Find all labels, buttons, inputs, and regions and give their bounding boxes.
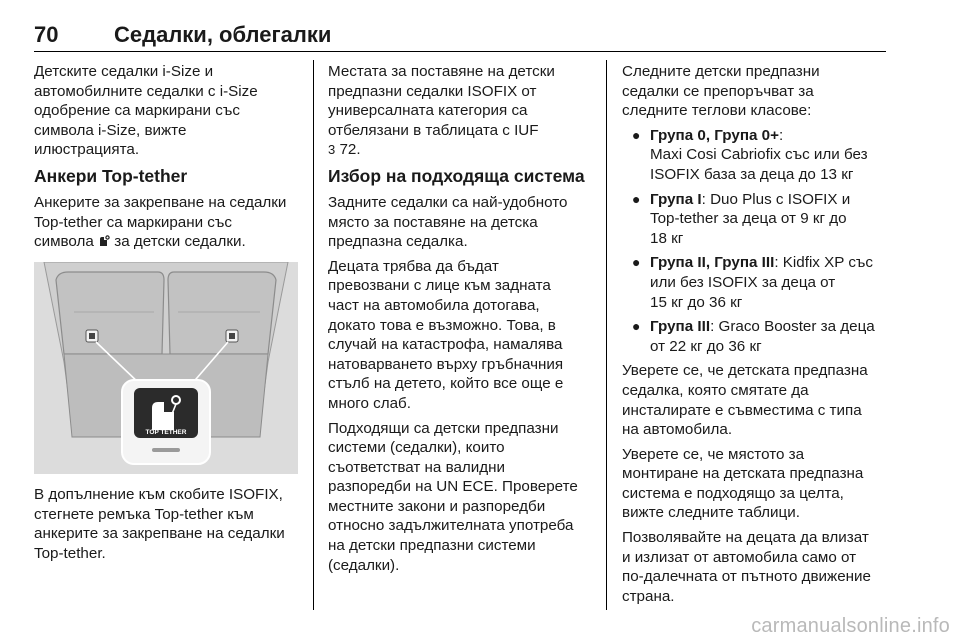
column-divider-2 <box>606 60 607 610</box>
isize-paragraph: Детските седалки i-Size и автомобилните седалки с i-Size одобрение са маркирани със символа i-Size, вижте илюстрацията. <box>34 63 258 159</box>
iuf-text-b: 72. <box>335 141 361 159</box>
column-1-bottom <box>34 485 302 568</box>
column-1 <box>34 62 302 257</box>
trunk-illustration <box>34 262 298 474</box>
bullet-icon: ● <box>632 190 641 207</box>
iuf-text-a: Местата за поставяне на детски предпазни седалки ISOFIX от универсалната категория са отбелязани в таблицата с IUF <box>328 63 555 139</box>
seat-group-list <box>622 126 890 357</box>
isofix-paragraph: В допълнение към скобите ISOFIX, стегнете ремъка Top-tether към анкерите за закрепване на седалки Top-tether. <box>34 486 285 562</box>
bullet-icon: ● <box>632 318 641 335</box>
regulations-paragraph: Подходящи са детски предпазни системи (седалки), които съответстват на валидни разпоредби на UN ECE. Проверете местните закони и разпоредби относно задължителната употреба на детски предпазни системи (седалки). <box>328 419 578 574</box>
exit-side-paragraph: Позволявайте на децата да влизат и излизат от автомобила само от по-далечната от пътното движение страна. <box>622 529 871 605</box>
rear-facing-paragraph: Децата трябва да бъдат превозвани с лице към задната част на автомобила дотогава, докато това е възможно. Това, в случай на катастрофа, намалява натоварването върху гръбначния стълб на детето, който все още е много слаб. <box>328 257 564 412</box>
top-tether-paragraph <box>34 193 302 252</box>
watermark: carmanualsonline.info <box>751 615 950 637</box>
rear-seats-paragraph: Задните седалки са най-удобното място за поставяне на детска предпазна седалка. <box>328 193 568 251</box>
bullet-icon: ● <box>632 254 641 271</box>
top-tether-icon <box>98 235 110 247</box>
mounting-paragraph: Уверете се, че мястото за монтиране на детската предпазна система е подходящо за целта, вижте следните таблици. <box>622 445 864 522</box>
page-ref-arrow-icon: 3 <box>328 142 336 158</box>
iuf-paragraph <box>328 62 596 160</box>
list-item: ● Група II, Група III: Kidfix XP със или без ISOFIX за деца от 15 кг до 36 кг <box>632 254 874 311</box>
list-item: ● Група I: Duo Plus с ISOFIX и Top-tether за деца от 9 кг до 18 кг <box>632 190 851 247</box>
running-title: Седалки, облегалки <box>114 22 332 47</box>
compatibility-paragraph: Уверете се, че детската предпазна седалка, която смятате да инсталирате е съвместима с типа на автомобила. <box>622 362 868 439</box>
column-divider-1 <box>313 60 314 610</box>
page-number: 70 <box>34 22 59 47</box>
figure-label: TOP TETHER <box>145 429 187 436</box>
column-3 <box>622 62 890 611</box>
page-header <box>34 22 886 52</box>
top-tether-text-b: за детски седалки. <box>110 233 246 251</box>
recommend-intro: Следните детски предпазни седалки се препоръчват за следните теглови класове: <box>622 63 820 120</box>
top-tether-text-a: Анкерите за закрепване на седалки Top-tether са маркирани със символа <box>34 193 287 251</box>
column-2 <box>328 62 596 580</box>
choice-heading: Избор на подходяща система <box>328 165 585 186</box>
list-item: ● Група III: Graco Booster за деца от 22 кг до 36 кг <box>632 318 875 355</box>
top-tether-heading: Анкери Top-tether <box>34 165 188 186</box>
header-rule <box>34 51 886 52</box>
bullet-icon: ● <box>632 126 641 143</box>
list-item: ● Група 0, Група 0+: Maxi Cosi Cabriofix със или без ISOFIX база за деца до 13 кг <box>632 126 868 183</box>
